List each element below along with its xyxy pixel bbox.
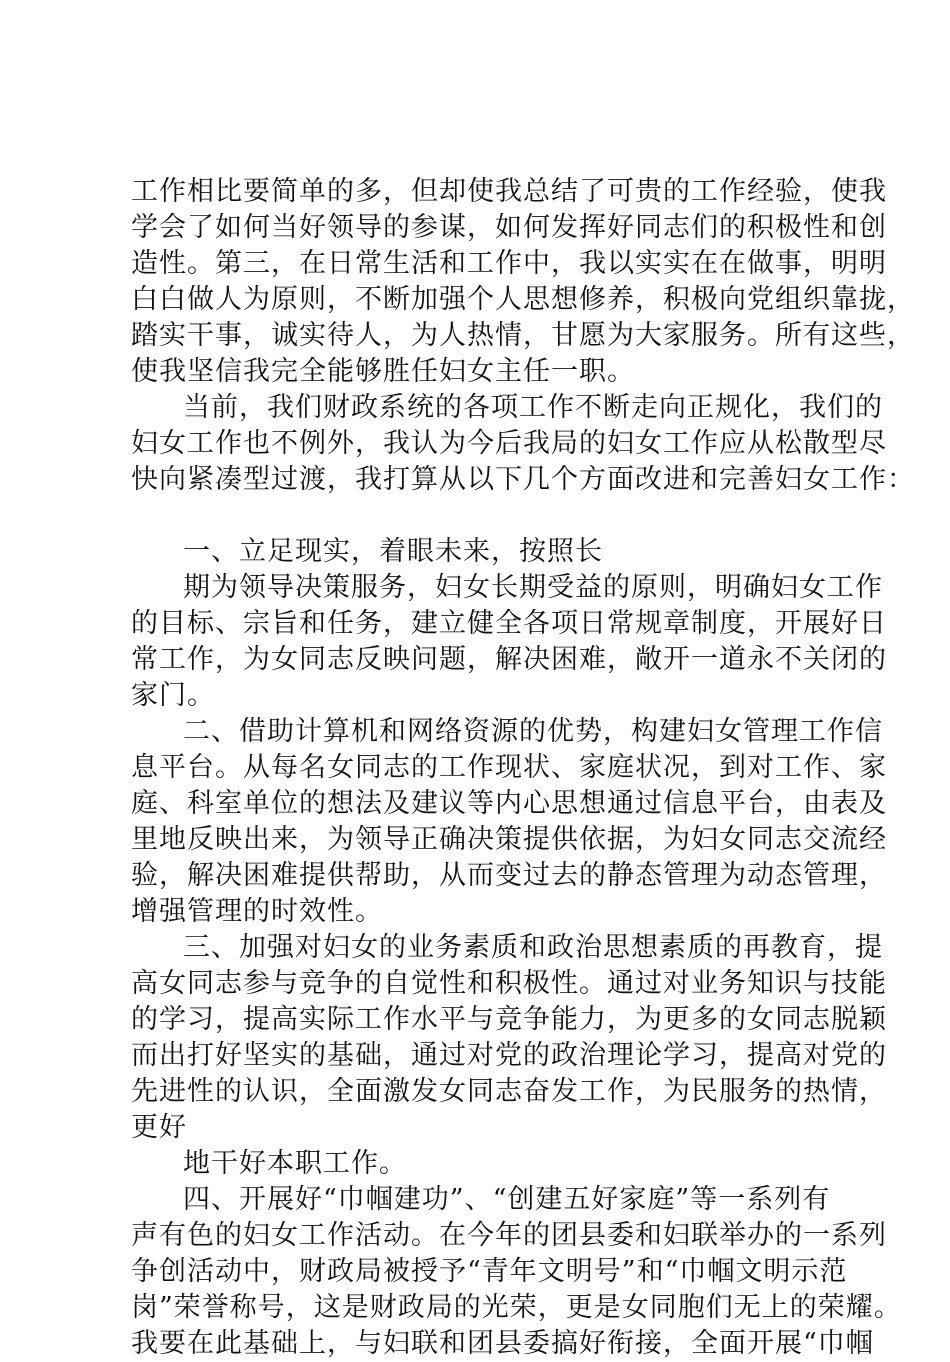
- text-line: 里地反映出来，为领导正确决策提供依据，为妇女同志交流经: [131, 824, 887, 855]
- text-line: 验，解决困难提供帮助，从而变过去的静态管理为动态管理，: [131, 860, 887, 891]
- text-line: 造性。第三，在日常生活和工作中，我以实实在在做事，明明: [131, 248, 887, 279]
- text-line: 庭、科室单位的想法及建议等内心思想通过信息平台，由表及: [131, 788, 887, 819]
- text-line: 工作相比要简单的多，但却使我总结了可贵的工作经验，使我: [131, 176, 887, 207]
- text-line: 先进性的认识，全面激发女同志奋发工作，为民服务的热情，: [131, 1076, 887, 1107]
- text-line: 使我坚信我完全能够胜任妇女主任一职。: [131, 356, 635, 387]
- text-line: 一、立足现实，着眼未来，按照长: [183, 536, 603, 567]
- text-line: 地干好本职工作。: [183, 1148, 407, 1179]
- text-line: 争创活动中，财政局被授予“青年文明号”和“巾帼文明示范: [131, 1256, 848, 1287]
- paragraph-gap: [131, 498, 851, 534]
- text-line: 而出打好坚实的基础，通过对党的政治理论学习，提高对党的: [131, 1040, 887, 1071]
- text-line: 的学习，提高实际工作水平与竞争能力，为更多的女同志脱颖: [131, 1004, 887, 1035]
- text-line: 二、借助计算机和网络资源的优势，构建妇女管理工作信: [183, 716, 883, 747]
- text-line: 白白做人为原则，不断加强个人思想修养，积极向党组织靠拢，: [131, 284, 915, 315]
- document-body: [131, 174, 915, 1362]
- text-line: 的目标、宗旨和任务，建立健全各项日常规章制度，开展好日: [131, 608, 887, 639]
- text-line: 我要在此基础上，与妇联和团县委搞好衔接，全面开展“巾帼: [131, 1328, 874, 1359]
- text-line: 三、加强对妇女的业务素质和政治思想素质的再教育，提: [183, 932, 883, 963]
- text-line: 妇女工作也不例外，我认为今后我局的妇女工作应从松散型尽: [131, 428, 887, 459]
- text-line: 更好: [131, 1112, 187, 1143]
- text-line: 当前，我们财政系统的各项工作不断走向正规化，我们的: [183, 392, 883, 423]
- text-line: 岗”荣誉称号，这是财政局的光荣，更是女同胞们无上的荣耀。: [131, 1292, 902, 1323]
- text-line: 踏实干事，诚实待人，为人热情，甘愿为大家服务。所有这些，: [131, 320, 915, 351]
- text-line: 增强管理的时效性。: [131, 896, 383, 927]
- text-line: 快向紧凑型过渡，我打算从以下几个方面改进和完善妇女工作：: [131, 464, 915, 495]
- text-line: 声有色的妇女工作活动。在今年的团县委和妇联举办的一系列: [131, 1220, 887, 1251]
- text-line: 高女同志参与竞争的自觉性和积极性。通过对业务知识与技能: [131, 968, 887, 999]
- text-line: 家门。: [131, 680, 215, 711]
- text-line: 学会了如何当好领导的参谋，如何发挥好同志们的积极性和创: [131, 212, 887, 243]
- text-line: 常工作，为女同志反映问题，解决困难，敞开一道永不关闭的: [131, 644, 887, 675]
- text-line: 息平台。从每名女同志的工作现状、家庭状况，到对工作、家: [131, 752, 887, 783]
- text-line: 四、开展好“巾帼建功”、“创建五好家庭”等一系列有: [183, 1184, 831, 1215]
- text-line: 期为领导决策服务，妇女长期受益的原则，明确妇女工作: [183, 572, 883, 603]
